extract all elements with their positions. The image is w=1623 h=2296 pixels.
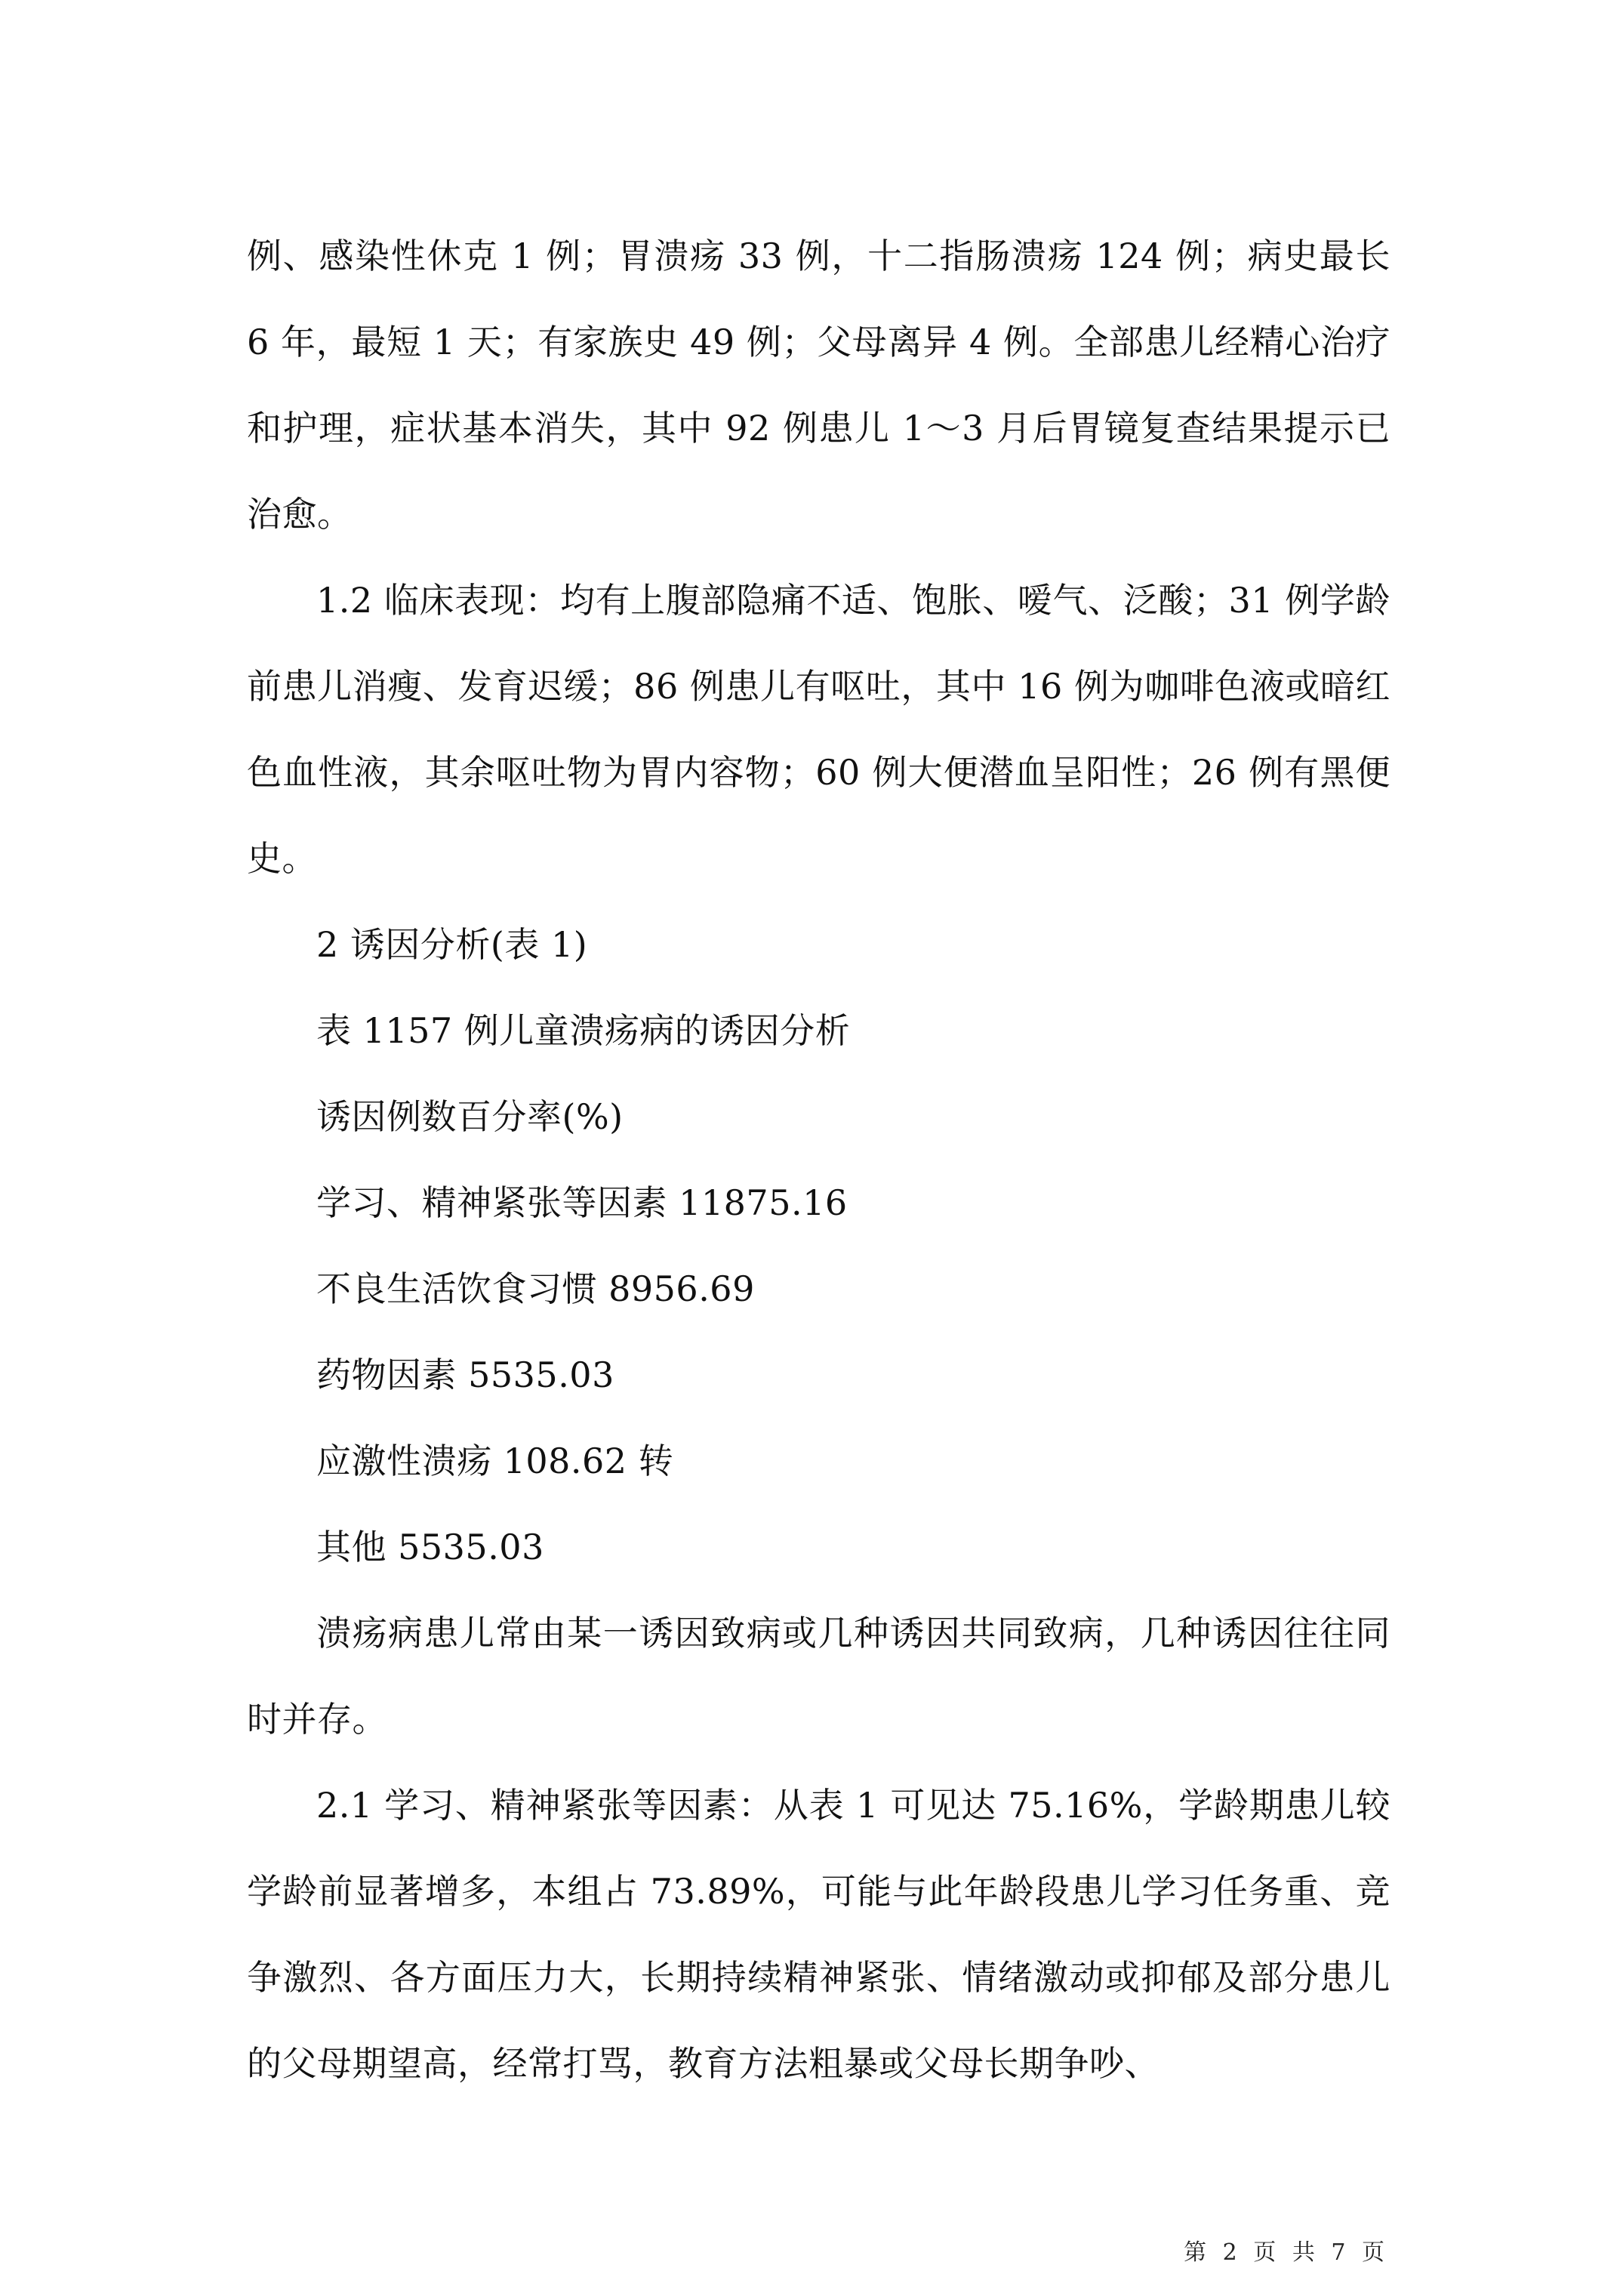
paragraph-case-summary: 例、感染性休克 1 例；胃溃疡 33 例，十二指肠溃疡 124 例；病史最长 6 年，最短 1 天；有家族史 49 例；父母离异 4 例。全部患儿经精心治疗和护理，症状基本消失，其中 92 例患儿 1～3 月后胃镜复查结果提示已治愈。 bbox=[247, 236, 1390, 535]
table-caption: 表 1157 例儿童溃疡病的诱因分析 bbox=[316, 1010, 851, 1051]
table-header-row: 诱因例数百分率(%) bbox=[316, 1096, 624, 1137]
table-row: 不良生活饮食习惯 8956.69 bbox=[316, 1268, 755, 1309]
page-number-footer: 第 2 页 共 7 页 bbox=[1184, 2239, 1389, 2266]
table-row: 应激性溃疡 108.62 转 bbox=[316, 1441, 674, 1481]
table-row: 药物因素 5535.03 bbox=[316, 1354, 614, 1395]
table-row: 其他 5535.03 bbox=[316, 1527, 544, 1567]
paragraph-combined-causes: 溃疡病患儿常由某一诱因致病或几种诱因共同致病，几种诱因往往同时并存。 bbox=[247, 1613, 1390, 1740]
paragraph-clinical-presentation: 1.2 临床表现：均有上腹部隐痛不适、饱胀、嗳气、泛酸；31 例学龄前患儿消瘦、发育迟缓；86 例患儿有呕吐，其中 16 例为咖啡色液或暗红色血性液，其余呕吐物为胃内容物；60 例大便潜血呈阳性；26 例有黑便史。 bbox=[247, 580, 1390, 879]
table-row: 学习、精神紧张等因素 11875.16 bbox=[316, 1182, 848, 1223]
body-text bbox=[247, 213, 1390, 2106]
section-heading-cause-analysis: 2 诱因分析(表 1) bbox=[316, 924, 588, 965]
paragraph-study-stress: 2.1 学习、精神紧张等因素：从表 1 可见达 75.16%，学龄期患儿较学龄前显著增多，本组占 73.89%，可能与此年龄段患儿学习任务重、竞争激烈、各方面压力大，长期持续精神紧张、情绪激动或抑郁及部分患儿的父母期望高，经常打骂，教育方法粗暴或父母长期争吵、 bbox=[247, 1785, 1390, 2084]
